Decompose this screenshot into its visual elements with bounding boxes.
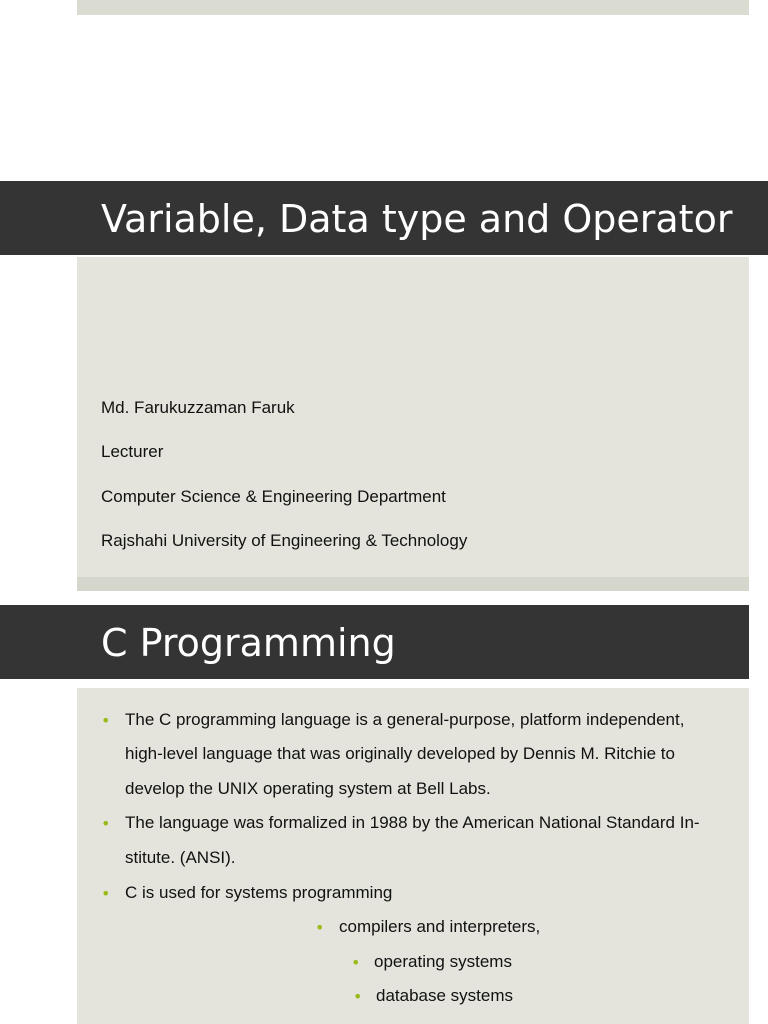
bullet-1-line-1: The C programming language is a general-purpose, platform independent, xyxy=(125,710,685,729)
sub-bullet-3: database systems xyxy=(376,986,514,1005)
sub-bullet-2: operating systems xyxy=(374,952,512,971)
bullet-icon: • xyxy=(101,814,111,833)
bullet-2-line-1: The language was formalized in 1988 by the American National Standard In- xyxy=(125,813,700,832)
sub-bullet-icon: • xyxy=(353,987,363,1006)
author-department: Computer Science & Engineering Department xyxy=(101,487,446,506)
author-name: Md. Farukuzzaman Faruk xyxy=(101,398,295,417)
section-title: C Programming xyxy=(101,621,396,665)
author-panel-footer xyxy=(77,577,749,591)
sub-bullet-icon: • xyxy=(351,953,361,972)
author-university: Rajshahi University of Engineering & Technology xyxy=(101,531,468,550)
bullet-2-line-2: stitute. (ANSI). xyxy=(125,848,236,867)
author-position: Lecturer xyxy=(101,442,164,461)
previous-slide-edge xyxy=(77,0,749,15)
bullet-icon: • xyxy=(101,884,111,903)
section-title-bar xyxy=(0,605,749,679)
slide-title: Variable, Data type and Operator xyxy=(101,197,733,241)
sub-bullet-icon: • xyxy=(315,918,325,937)
slide-title-bar xyxy=(0,181,768,255)
bullet-1-line-2: high-level language that was originally developed by Dennis M. Ritchie to xyxy=(125,744,675,763)
bullet-icon: • xyxy=(101,711,111,730)
sub-bullet-1: compilers and interpreters, xyxy=(339,917,541,936)
bullet-3-line-1: C is used for systems programming xyxy=(125,883,393,902)
bullet-1-line-3: develop the UNIX operating system at Bell Labs. xyxy=(125,779,491,798)
